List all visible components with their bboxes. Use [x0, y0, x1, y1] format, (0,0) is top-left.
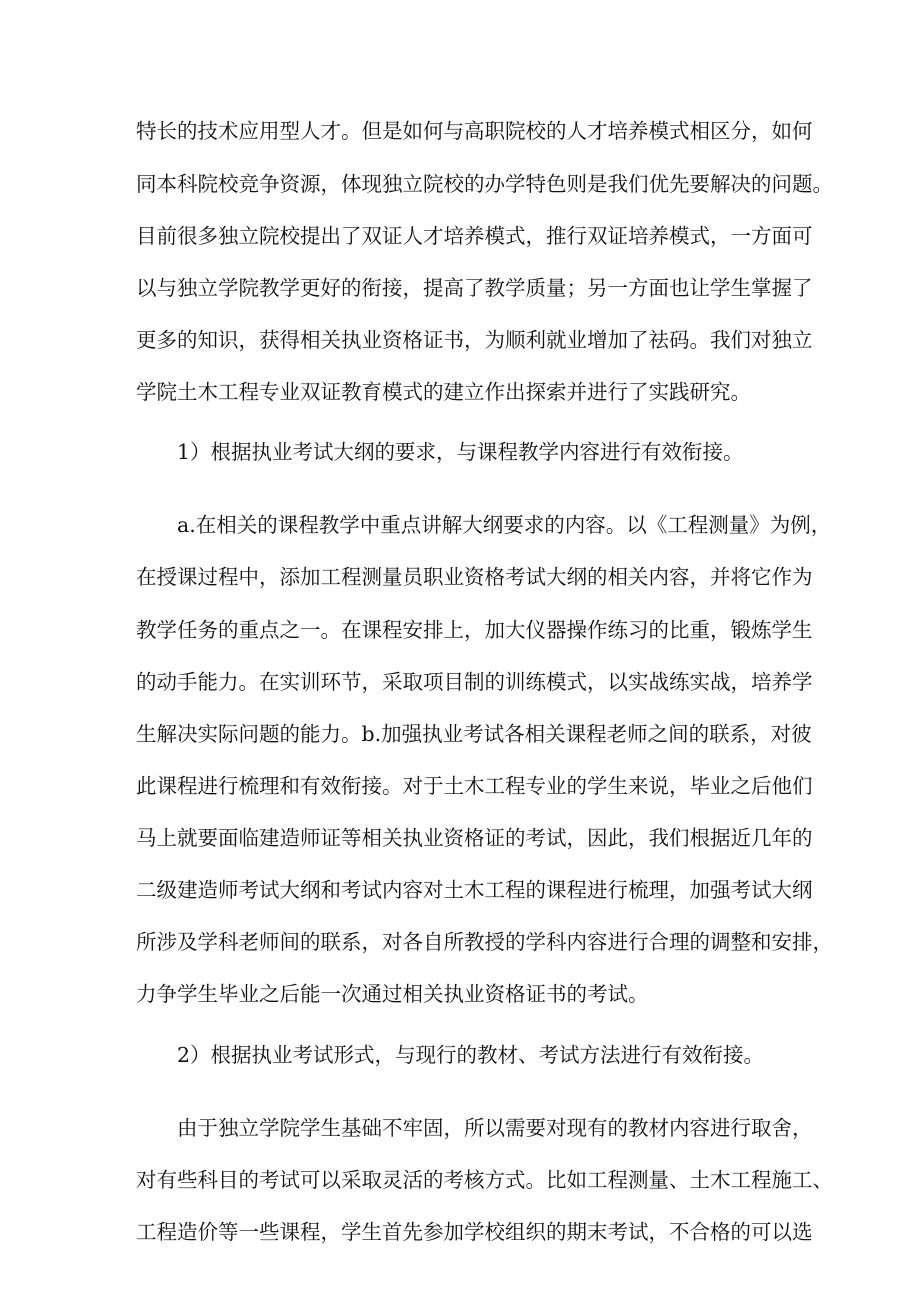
- paragraph-line: 力争学生毕业之后能一次通过相关执业资格证书的考试。: [136, 982, 649, 1006]
- paragraph-line: 以与独立学院教学更好的衔接，提高了教学质量；另一方面也让学生掌握了: [136, 276, 813, 300]
- section-heading-2: 2）根据执业考试形式，与现行的教材、考试方法进行有效衔接。: [177, 1043, 765, 1067]
- paragraph-line: 马上就要面临建造师证等相关执业资格证的考试，因此，我们根据近几年的: [136, 826, 813, 850]
- paragraph-line: 的动手能力。在实训环节，采取项目制的训练模式，以实战练实战，培养学: [136, 670, 813, 694]
- paragraph-line: 生解决实际问题的能力。b.加强执业考试各相关课程老师之间的联系，对彼: [136, 722, 812, 746]
- paragraph-line: 对有些科目的考试可以采取灵活的考核方式。比如工程测量、土木工程施工、: [136, 1168, 833, 1192]
- paragraph-line: 更多的知识，获得相关执业资格证书，为顺利就业增加了祛码。我们对独立: [136, 328, 813, 352]
- paragraph-line: 目前很多独立院校提出了双证人才培养模式，推行双证培养模式，一方面可: [136, 224, 813, 248]
- paragraph-line: 所涉及学科老师间的联系，对各自所教授的学科内容进行合理的调整和安排，: [136, 930, 833, 954]
- paragraph-line: 特长的技术应用型人才。但是如何与高职院校的人才培养模式相区分，如何: [136, 119, 813, 143]
- paragraph-line: 教学任务的重点之一。在课程安排上，加大仪器操作练习的比重，锻炼学生: [136, 618, 813, 642]
- paragraph-line: 此课程进行梳理和有效衔接。对于土木工程专业的学生来说，毕业之后他们: [136, 774, 813, 798]
- paragraph-line: 学院土木工程专业双证教育模式的建立作出探索并进行了实践研究。: [136, 380, 751, 404]
- paragraph-line: a.在相关的课程教学中重点讲解大纲要求的内容。以《工程测量》为例，: [177, 513, 832, 537]
- paragraph-line: 工程造价等一些课程，学生首先参加学校组织的期末考试，不合格的可以选: [136, 1220, 813, 1244]
- paragraph-line: 同本科院校竞争资源，体现独立院校的办学特色则是我们优先要解决的问题。: [136, 172, 833, 196]
- section-heading-1: 1）根据执业考试大纲的要求，与课程教学内容进行有效衔接。: [177, 440, 744, 464]
- paragraph-line: 二级建造师考试大纲和考试内容对土木工程的课程进行梳理，加强考试大纲: [136, 878, 813, 902]
- paragraph-line: 在授课过程中，添加工程测量员职业资格考试大纲的相关内容，并将它作为: [136, 565, 813, 589]
- paragraph-line: 由于独立学院学生基础不牢固，所以需要对现有的教材内容进行取舍，: [177, 1116, 813, 1140]
